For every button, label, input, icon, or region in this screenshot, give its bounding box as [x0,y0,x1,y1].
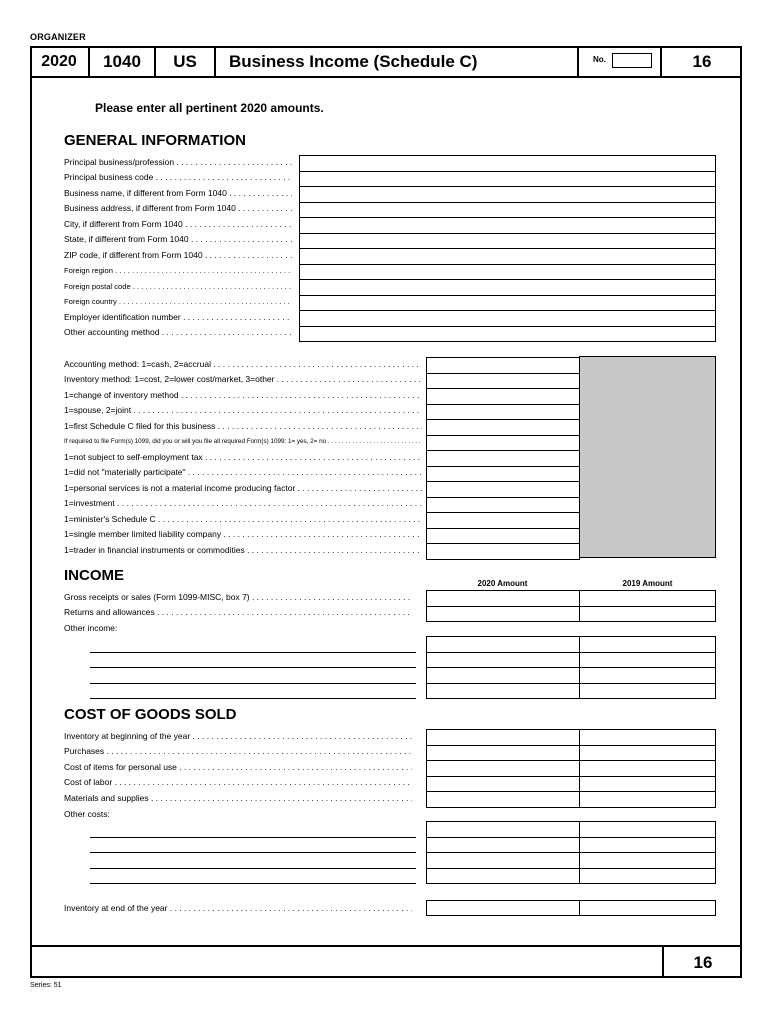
col-2020-header: 2020 Amount [477,579,528,588]
code-label: Accounting method: 1=cash, 2=accrual . . . [64,357,422,372]
footer-page-number: 16 [693,952,713,972]
cogs-title: COST OF GOODS SOLD [64,706,237,723]
code-label: 1=first Schedule C filed for this business . . . [64,419,422,434]
other-cost-2020-input[interactable] [426,868,580,885]
income-2019-input[interactable] [579,590,716,607]
other-income-2019-input[interactable] [579,636,716,653]
income-2020-input[interactable] [426,606,580,623]
code-label: If required to file Form(s) 1099, did you or will you file all required Form(s) 1099: 1= yes, 2= no . . . [64,434,422,449]
other-income-2020-input[interactable] [426,652,580,669]
general-info-label: Foreign postal code . . . [64,279,292,294]
organizer-label: ORGANIZER [30,32,86,42]
income-label: Gross receipts or sales (Form 1099-MISC, box 7) . . . [64,590,412,605]
other-income-2019-input[interactable] [579,652,716,669]
general-info-label: Foreign region . . . [64,263,292,278]
cogs-2020-input[interactable] [426,760,580,777]
other-cost-line[interactable] [90,837,416,838]
general-info-input[interactable] [299,279,716,296]
general-info-input[interactable] [299,186,716,203]
code-input[interactable] [426,543,580,560]
code-input[interactable] [426,497,580,514]
code-input[interactable] [426,419,580,436]
cogs-2020-input[interactable] [426,729,580,746]
income-2020-input[interactable] [426,590,580,607]
cogs-2019-input[interactable] [579,791,716,808]
general-info-input[interactable] [299,248,716,265]
other-income-2020-input[interactable] [426,683,580,700]
other-income-line[interactable] [90,652,416,653]
code-input[interactable] [426,388,580,405]
code-label: 1=minister's Schedule C . . . [64,512,422,527]
header-form: 1040 [90,46,156,78]
general-info-label: Principal business/profession . . . [64,155,292,170]
header-divider [30,76,742,78]
other-income-line[interactable] [90,683,416,684]
general-information-title: GENERAL INFORMATION [64,132,246,149]
other-income-line[interactable] [90,667,416,668]
general-info-label: City, if different from Form 1040 . . . [64,217,292,232]
inventory-end-2019-input[interactable] [579,900,716,916]
cogs-2019-input[interactable] [579,760,716,777]
general-info-input[interactable] [299,264,716,281]
cogs-2019-input[interactable] [579,729,716,746]
other-cost-line[interactable] [90,852,416,853]
header-no-label: No. [579,46,662,78]
code-label: 1=trader in financial instruments or commodities . . . [64,543,422,558]
other-cost-line[interactable] [90,868,416,869]
code-label: 1=personal services is not a material income producing factor . . . [64,481,422,496]
code-label: 1=not subject to self-employment tax . . . [64,450,422,465]
cogs-2019-input[interactable] [579,745,716,762]
cogs-label: Cost of items for personal use . . . [64,760,412,775]
general-info-label: Business address, if different from Form 1040 . . . [64,201,292,216]
other-income-label: Other income: [64,623,118,633]
code-input[interactable] [426,450,580,467]
intro-text: Please enter all pertinent 2020 amounts. [95,101,324,115]
code-label: 1=spouse, 2=joint . . . [64,403,422,418]
income-2019-input[interactable] [579,606,716,623]
header-country: US [156,46,216,78]
general-info-label: Business name, if different from Form 1040 . . . [64,186,292,201]
general-info-label: Other accounting method . . . [64,325,292,340]
code-input[interactable] [426,466,580,483]
general-info-input[interactable] [299,217,716,234]
series-label: Series: 51 [30,982,62,989]
other-cost-2019-input[interactable] [579,868,716,885]
general-info-input[interactable] [299,295,716,312]
code-input[interactable] [426,528,580,545]
other-income-2019-input[interactable] [579,667,716,684]
other-cost-2020-input[interactable] [426,837,580,854]
general-info-label: ZIP code, if different from Form 1040 . . . [64,248,292,263]
col-2019-header: 2019 Amount [622,579,673,588]
other-cost-2019-input[interactable] [579,852,716,869]
other-costs-label: Other costs: [64,809,110,819]
other-cost-2020-input[interactable] [426,821,580,838]
header-year: 2020 [30,46,90,78]
general-info-label: State, if different from Form 1040 . . . [64,232,292,247]
cogs-label: Materials and supplies . . . [64,791,412,806]
general-info-input[interactable] [299,202,716,219]
code-label: 1=single member limited liability company . . . [64,527,422,542]
codes-shaded-area [579,356,716,558]
inventory-end-label: Inventory at end of the year . . . [64,901,412,916]
general-info-label: Employer identification number . . . [64,310,292,325]
other-income-2020-input[interactable] [426,636,580,653]
code-input[interactable] [426,357,580,374]
cogs-2019-input[interactable] [579,776,716,793]
other-income-line[interactable] [90,698,416,699]
cogs-2020-input[interactable] [426,791,580,808]
other-cost-2019-input[interactable] [579,821,716,838]
other-income-2020-input[interactable] [426,667,580,684]
code-input[interactable] [426,373,580,390]
general-info-input[interactable] [299,155,716,172]
code-input[interactable] [426,481,580,498]
footer-divider [30,945,742,947]
code-label: 1=did not "materially participate" . . . [64,465,422,480]
inventory-end-2020-input[interactable] [426,900,580,916]
header-title: Business Income (Schedule C) [216,46,579,78]
other-cost-2020-input[interactable] [426,852,580,869]
general-info-input[interactable] [299,171,716,188]
code-input[interactable] [426,512,580,529]
other-cost-line[interactable] [90,883,416,884]
header-page-number: 16 [692,52,712,71]
cogs-label: Cost of labor . . . [64,775,412,790]
income-label: Returns and allowances . . . [64,605,412,620]
code-input[interactable] [426,404,580,421]
general-info-input[interactable] [299,326,716,343]
general-info-label: Foreign country . . . [64,294,292,309]
code-label: Inventory method: 1=cost, 2=lower cost/market, 3=other . . . [64,372,422,387]
code-label: 1=investment . . . [64,496,422,511]
code-input[interactable] [426,435,580,452]
cogs-label: Purchases . . . [64,744,412,759]
number-field[interactable] [612,53,652,68]
cogs-2020-input[interactable] [426,745,580,762]
other-cost-2019-input[interactable] [579,837,716,854]
general-info-label: Principal business code . . . [64,170,292,185]
other-income-2019-input[interactable] [579,683,716,700]
cogs-label: Inventory at beginning of the year . . . [64,729,412,744]
cogs-2020-input[interactable] [426,776,580,793]
income-title: INCOME [64,567,124,584]
general-info-input[interactable] [299,310,716,327]
code-label: 1=change of inventory method . . . [64,388,422,403]
general-info-input[interactable] [299,233,716,250]
